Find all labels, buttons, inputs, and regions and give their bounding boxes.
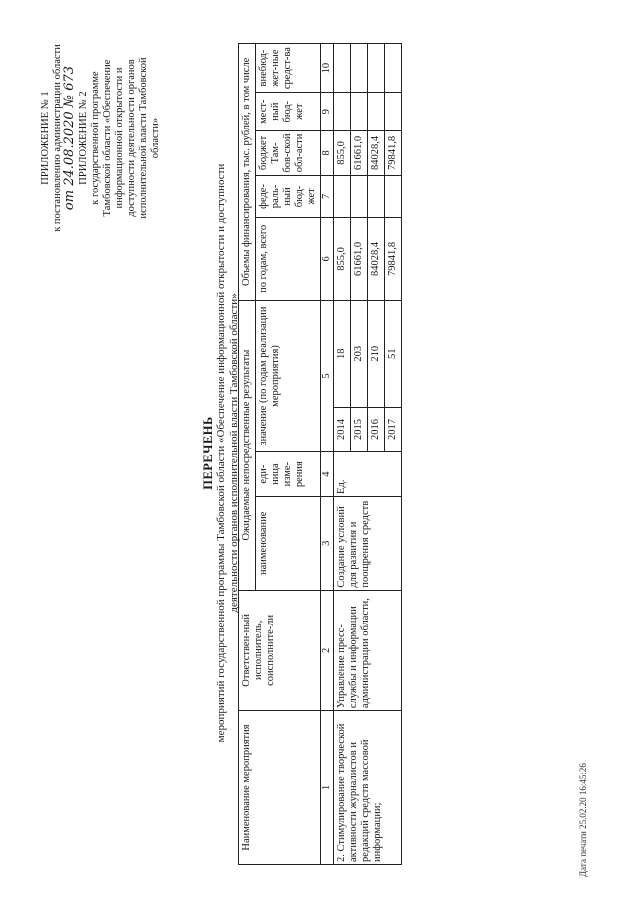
print-date-footer: Дата печати 25.02.20 16:45:26 (578, 762, 588, 877)
document-title (202, 63, 241, 843)
header-unit: еди-ница изме-рения (256, 451, 321, 496)
col-number: 7 (321, 175, 334, 217)
col-number: 5 (321, 300, 334, 452)
total-cell: 61661,0 (351, 217, 368, 300)
local-cell (351, 92, 368, 130)
local-cell (334, 92, 351, 130)
program-reference-line: к государственной программе (90, 70, 101, 205)
year-cell: 2014 (334, 407, 351, 452)
value-cell: 18 (334, 300, 351, 407)
header-expected-results: Ожидаемые непосредственные результаты (239, 300, 256, 590)
rotated-sheet (40, 23, 600, 883)
total-cell: 79841,8 (385, 217, 402, 300)
table-row (334, 43, 351, 864)
federal-cell (351, 175, 368, 217)
header-extrabudget: внебюд-жет-ные средст-ва (256, 43, 321, 92)
decree-reference: к постановлению администрации области (52, 43, 63, 232)
col-number: 4 (321, 451, 334, 496)
appendix-header (40, 23, 162, 253)
program-reference-line: Тамбовской области «Обеспечение (102, 59, 113, 216)
col-number: 9 (321, 92, 334, 130)
federal-cell (334, 175, 351, 217)
result-name: Создание условий для развития и поощрения средств (334, 496, 402, 590)
local-cell (385, 92, 402, 130)
header-executor: Ответствен-ный исполнитель, соисполните-ли (239, 590, 321, 710)
header-funding: Объемы финансирования, тыс. рублей, в том числе (239, 43, 256, 300)
title-main: ПЕРЕЧЕНЬ (201, 415, 215, 490)
header-result-name: наименование (256, 496, 321, 590)
regional-cell: 855,0 (334, 130, 351, 175)
header-name: Наименование мероприятия (239, 710, 321, 864)
measure-executor: Управление пресс-службы и информации администрации области, (334, 590, 402, 710)
header-regional: бюджет Там-бов-ской обл-асти (256, 130, 321, 175)
extra-cell (368, 43, 385, 92)
handwritten-date-number: от 24.08.2020 № 673 (62, 65, 77, 210)
total-cell: 84028,4 (368, 217, 385, 300)
header-value: значение (по годам реализации мероприятия) (256, 300, 321, 452)
appendix-2-label: ПРИЛОЖЕНИЕ № 2 (78, 90, 89, 185)
col-number: 6 (321, 217, 334, 300)
regional-cell: 61661,0 (351, 130, 368, 175)
program-reference-line: исполнительной власти Тамбовской (138, 56, 149, 219)
program-reference-line: информационной открытости и (114, 66, 125, 209)
federal-cell (385, 175, 402, 217)
total-cell: 855,0 (334, 217, 351, 300)
col-number: 8 (321, 130, 334, 175)
result-unit: Ед. (334, 451, 402, 496)
local-cell (368, 92, 385, 130)
col-number: 3 (321, 496, 334, 590)
header-local: мест-ный бюд-жет (256, 92, 321, 130)
title-line-2: деятельности органов исполнительной власти Тамбовской области» (228, 292, 240, 613)
measures-table (238, 43, 402, 865)
extra-cell (385, 43, 402, 92)
title-line-1: мероприятий государственной программы Тамбовской области «Обеспечение информационной открытости и доступности (215, 163, 227, 742)
program-reference-line: области» (150, 117, 161, 158)
year-cell: 2015 (351, 407, 368, 452)
value-cell: 51 (385, 300, 402, 407)
year-cell: 2017 (385, 407, 402, 452)
header-total: по годам, всего (256, 217, 321, 300)
program-reference-line: доступности деятельности органов (126, 58, 137, 217)
measure-name: 2. Стимулирование творческой активности журналистов и редакций средств массовой информации; (334, 710, 402, 864)
col-number: 10 (321, 43, 334, 92)
header-federal: феде-раль-ный бюд-жет (256, 175, 321, 217)
regional-cell: 79841,8 (385, 130, 402, 175)
year-cell: 2016 (368, 407, 385, 452)
federal-cell (368, 175, 385, 217)
value-cell: 203 (351, 300, 368, 407)
value-cell: 210 (368, 300, 385, 407)
extra-cell (351, 43, 368, 92)
appendix-1-label: ПРИЛОЖЕНИЕ № 1 (40, 90, 51, 185)
regional-cell: 84028,4 (368, 130, 385, 175)
col-number: 1 (321, 710, 334, 864)
extra-cell (334, 43, 351, 92)
col-number: 2 (321, 590, 334, 710)
